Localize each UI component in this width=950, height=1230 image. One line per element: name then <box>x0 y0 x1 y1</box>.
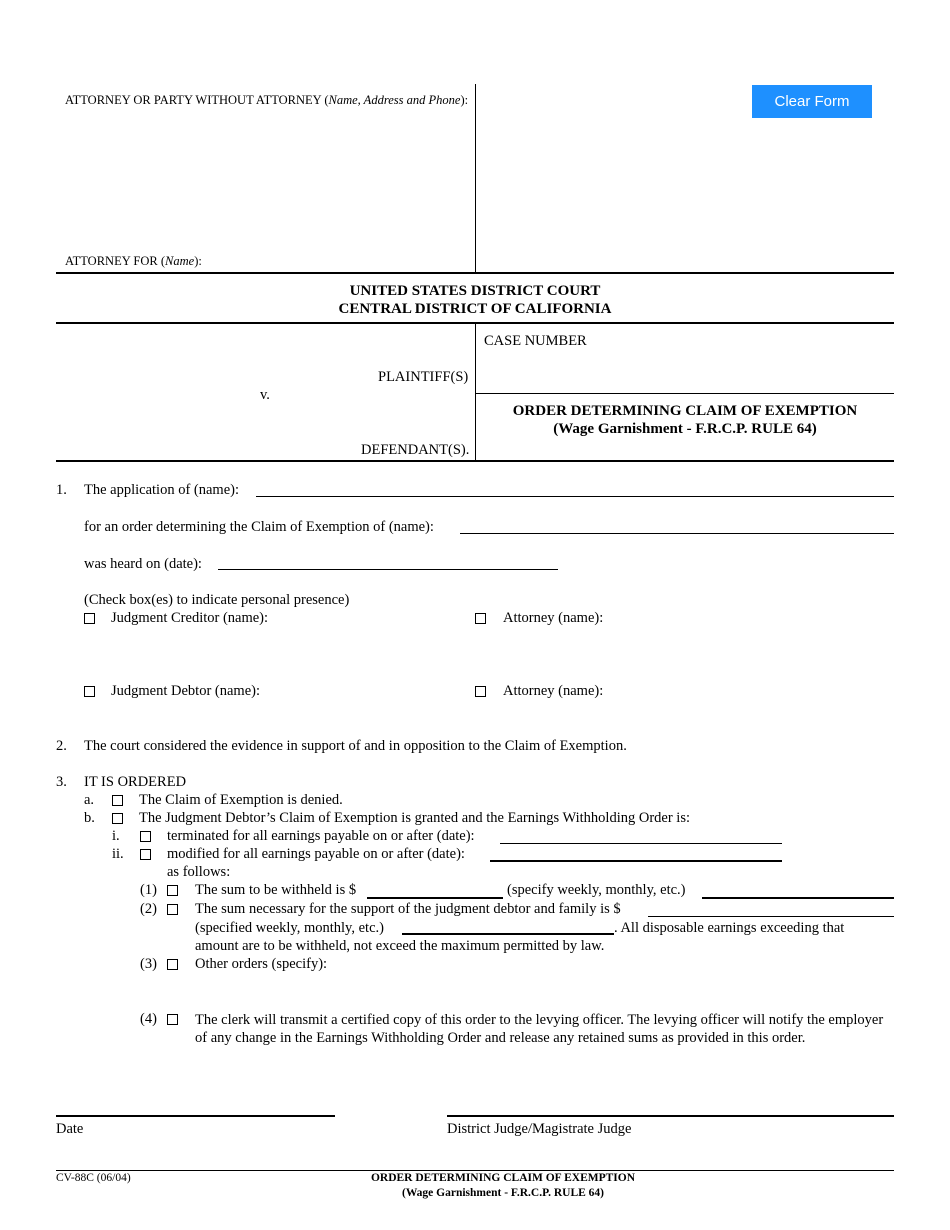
debtor-label: Judgment Debtor (name): <box>111 683 260 699</box>
item-1-number: 1. <box>56 482 67 498</box>
other-orders-checkbox[interactable] <box>167 959 178 970</box>
terminated-date-field[interactable] <box>500 843 782 844</box>
application-name-field[interactable] <box>256 496 894 497</box>
denied-checkbox[interactable] <box>112 795 123 806</box>
debtor-row <box>84 683 95 700</box>
disposable-text: . All disposable earnings exceeding that <box>614 920 845 936</box>
header-divider <box>475 84 476 274</box>
specified-period-field[interactable] <box>402 933 614 935</box>
attorney2-row <box>475 683 486 700</box>
support-sum-text: The sum necessary for the support of the judgment debtor and family is $ <box>195 901 621 917</box>
attorney2-label: Attorney (name): <box>503 683 604 699</box>
specify-label: (specify weekly, monthly, etc.) <box>507 882 686 898</box>
debtor-checkbox[interactable] <box>84 686 95 697</box>
application-label: The application of (name): <box>84 482 240 498</box>
item-3-number: 3. <box>56 774 67 790</box>
court-name: UNITED STATES DISTRICT COURT <box>349 283 601 299</box>
modified-checkbox[interactable] <box>140 849 151 860</box>
rule <box>476 393 894 394</box>
creditor-row <box>84 610 95 627</box>
terminated-text: terminated for all earnings payable on or after (date): <box>167 828 475 844</box>
date-label: Date <box>56 1121 84 1137</box>
specified-label: (specified weekly, monthly, etc.) <box>195 920 384 936</box>
maximum-text: amount are to be withheld, not exceed the maximum permitted by law. <box>195 938 605 954</box>
attorney1-label: Attorney (name): <box>503 610 604 626</box>
clerk-transmit-text: The clerk will transmit a certified copy of this order to the levying officer. The levying officer will notify the employer of any change in the Earnings Withholding Order and release any retained sums as provided in this order. <box>195 1012 884 1046</box>
support-sum-checkbox[interactable] <box>167 904 178 915</box>
i-label: i. <box>112 828 120 844</box>
caption-divider <box>475 323 476 461</box>
sum-withheld-text: The sum to be withheld is $ <box>195 882 357 898</box>
court-district: CENTRAL DISTRICT OF CALIFORNIA <box>338 301 612 317</box>
ordered-heading: IT IS ORDERED <box>84 774 187 790</box>
footer-rule <box>56 1170 894 1171</box>
creditor-checkbox[interactable] <box>84 613 95 624</box>
judge-label: District Judge/Magistrate Judge <box>447 1121 632 1137</box>
order-subtitle: (Wage Garnishment - F.R.C.P. RULE 64) <box>553 421 817 437</box>
sum-withheld-field[interactable] <box>367 897 503 899</box>
form-id: CV-88C (06/04) <box>56 1172 131 1184</box>
judge-signature-line[interactable] <box>447 1115 894 1117</box>
terminated-checkbox[interactable] <box>140 831 151 842</box>
date-signature-line[interactable] <box>56 1115 335 1117</box>
evidence-text: The court considered the evidence in support of and in opposition to the Claim of Exemption. <box>84 738 627 754</box>
granted-text: The Judgment Debtor’s Claim of Exemption is granted and the Earnings Withholding Order is: <box>139 810 690 826</box>
claimant-name-field[interactable] <box>460 533 894 534</box>
a-label: a. <box>84 792 95 808</box>
other-orders-text: Other orders (specify): <box>195 956 328 972</box>
clear-form-button[interactable]: Clear Form <box>752 85 872 118</box>
n4-label: (4) <box>140 1011 157 1027</box>
attorney1-row <box>475 610 486 627</box>
modified-date-field[interactable] <box>490 860 782 862</box>
sum-withheld-checkbox[interactable] <box>167 885 178 896</box>
defendant-label: DEFENDANT(S). <box>361 442 470 458</box>
n2-label: (2) <box>140 901 157 917</box>
granted-checkbox[interactable] <box>112 813 123 824</box>
footer-title: ORDER DETERMINING CLAIM OF EXEMPTION <box>370 1172 636 1184</box>
support-sum-field[interactable] <box>648 916 894 917</box>
denied-text: The Claim of Exemption is denied. <box>139 792 343 808</box>
check-instruction: (Check box(es) to indicate personal presence) <box>84 592 350 608</box>
footer-subtitle: (Wage Garnishment - F.R.C.P. RULE 64) <box>401 1187 604 1199</box>
attorney-label: ATTORNEY OR PARTY WITHOUT ATTORNEY (Name, Address and Phone): <box>65 93 469 107</box>
specify-period-field[interactable] <box>702 897 894 899</box>
clerk-transmit-checkbox[interactable] <box>167 1014 178 1025</box>
n3-label: (3) <box>140 956 157 972</box>
heard-date-field[interactable] <box>218 569 558 570</box>
attorney-for-label: ATTORNEY FOR (Name): <box>65 254 202 268</box>
rule <box>56 272 894 274</box>
versus-label: v. <box>260 387 270 403</box>
order-title: ORDER DETERMINING CLAIM OF EXEMPTION <box>512 403 858 419</box>
b-label: b. <box>84 810 95 826</box>
item-2-number: 2. <box>56 738 67 754</box>
case-number-label: CASE NUMBER <box>484 333 587 349</box>
creditor-label: Judgment Creditor (name): <box>111 610 269 626</box>
order-for-label: for an order determining the Claim of Exemption of (name): <box>84 519 434 535</box>
heard-on-label: was heard on (date): <box>84 556 202 572</box>
ii-label: ii. <box>112 846 124 862</box>
debtor-attorney-checkbox[interactable] <box>475 686 486 697</box>
modified-text: modified for all earnings payable on or after (date): <box>167 846 465 862</box>
n1-label: (1) <box>140 882 157 898</box>
as-follows: as follows: <box>167 864 231 880</box>
rule <box>56 460 894 462</box>
creditor-attorney-checkbox[interactable] <box>475 613 486 624</box>
plaintiff-label: PLAINTIFF(S) <box>378 369 469 385</box>
